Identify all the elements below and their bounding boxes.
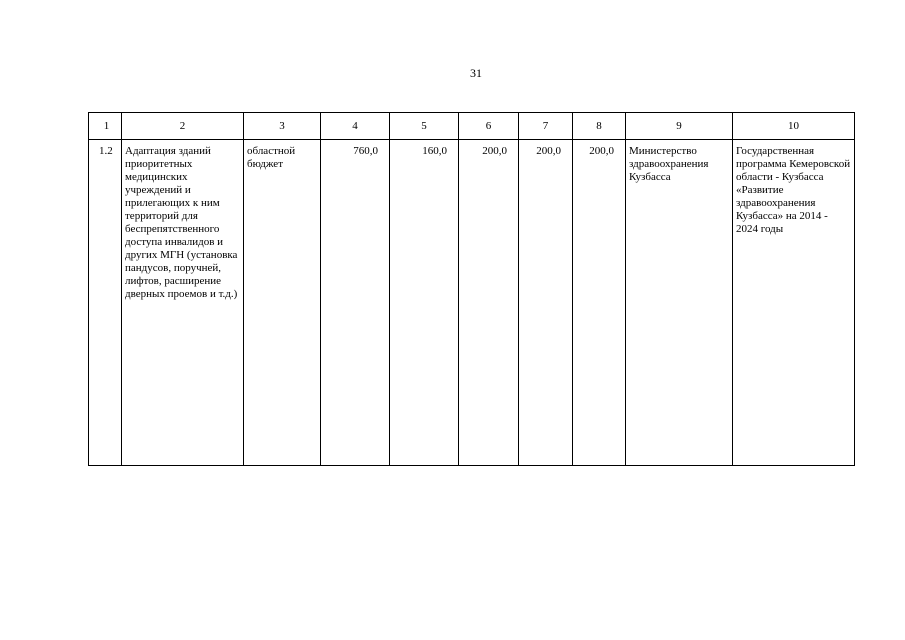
measure-description: Адаптация зданий приоритетных медицинских учреждений и прилегающих к ним территорий для беспрепятственного доступа инвалидов и других МГН (установка пандусов, поручней, лифтов, расширение дверных проемов и т.д.): [122, 140, 244, 466]
value-col-4: 760,0: [321, 140, 390, 466]
row-index: 1.2: [89, 140, 122, 466]
value-col-6: 200,0: [459, 140, 519, 466]
column-header-9: 9: [626, 113, 733, 140]
measures-table: [88, 112, 855, 466]
column-header-3: 3: [244, 113, 321, 140]
column-header-10: 10: [733, 113, 855, 140]
column-header-7: 7: [519, 113, 573, 140]
value-col-7: 200,0: [519, 140, 573, 466]
funding-source: областной бюджет: [244, 140, 321, 466]
header-row: [89, 113, 855, 140]
executor: Министерство здравоохранения Кузбасса: [626, 140, 733, 466]
column-header-2: 2: [122, 113, 244, 140]
column-header-4: 4: [321, 113, 390, 140]
value-col-8: 200,0: [573, 140, 626, 466]
page-number: 31: [470, 66, 482, 80]
column-header-8: 8: [573, 113, 626, 140]
column-header-6: 6: [459, 113, 519, 140]
table-row: [89, 140, 855, 466]
column-header-5: 5: [390, 113, 459, 140]
program-name: Государственная программа Кемеровской области - Кузбасса «Развитие здравоохранения Кузбасса» на 2014 - 2024 годы: [733, 140, 855, 466]
value-col-5: 160,0: [390, 140, 459, 466]
column-header-1: 1: [89, 113, 122, 140]
